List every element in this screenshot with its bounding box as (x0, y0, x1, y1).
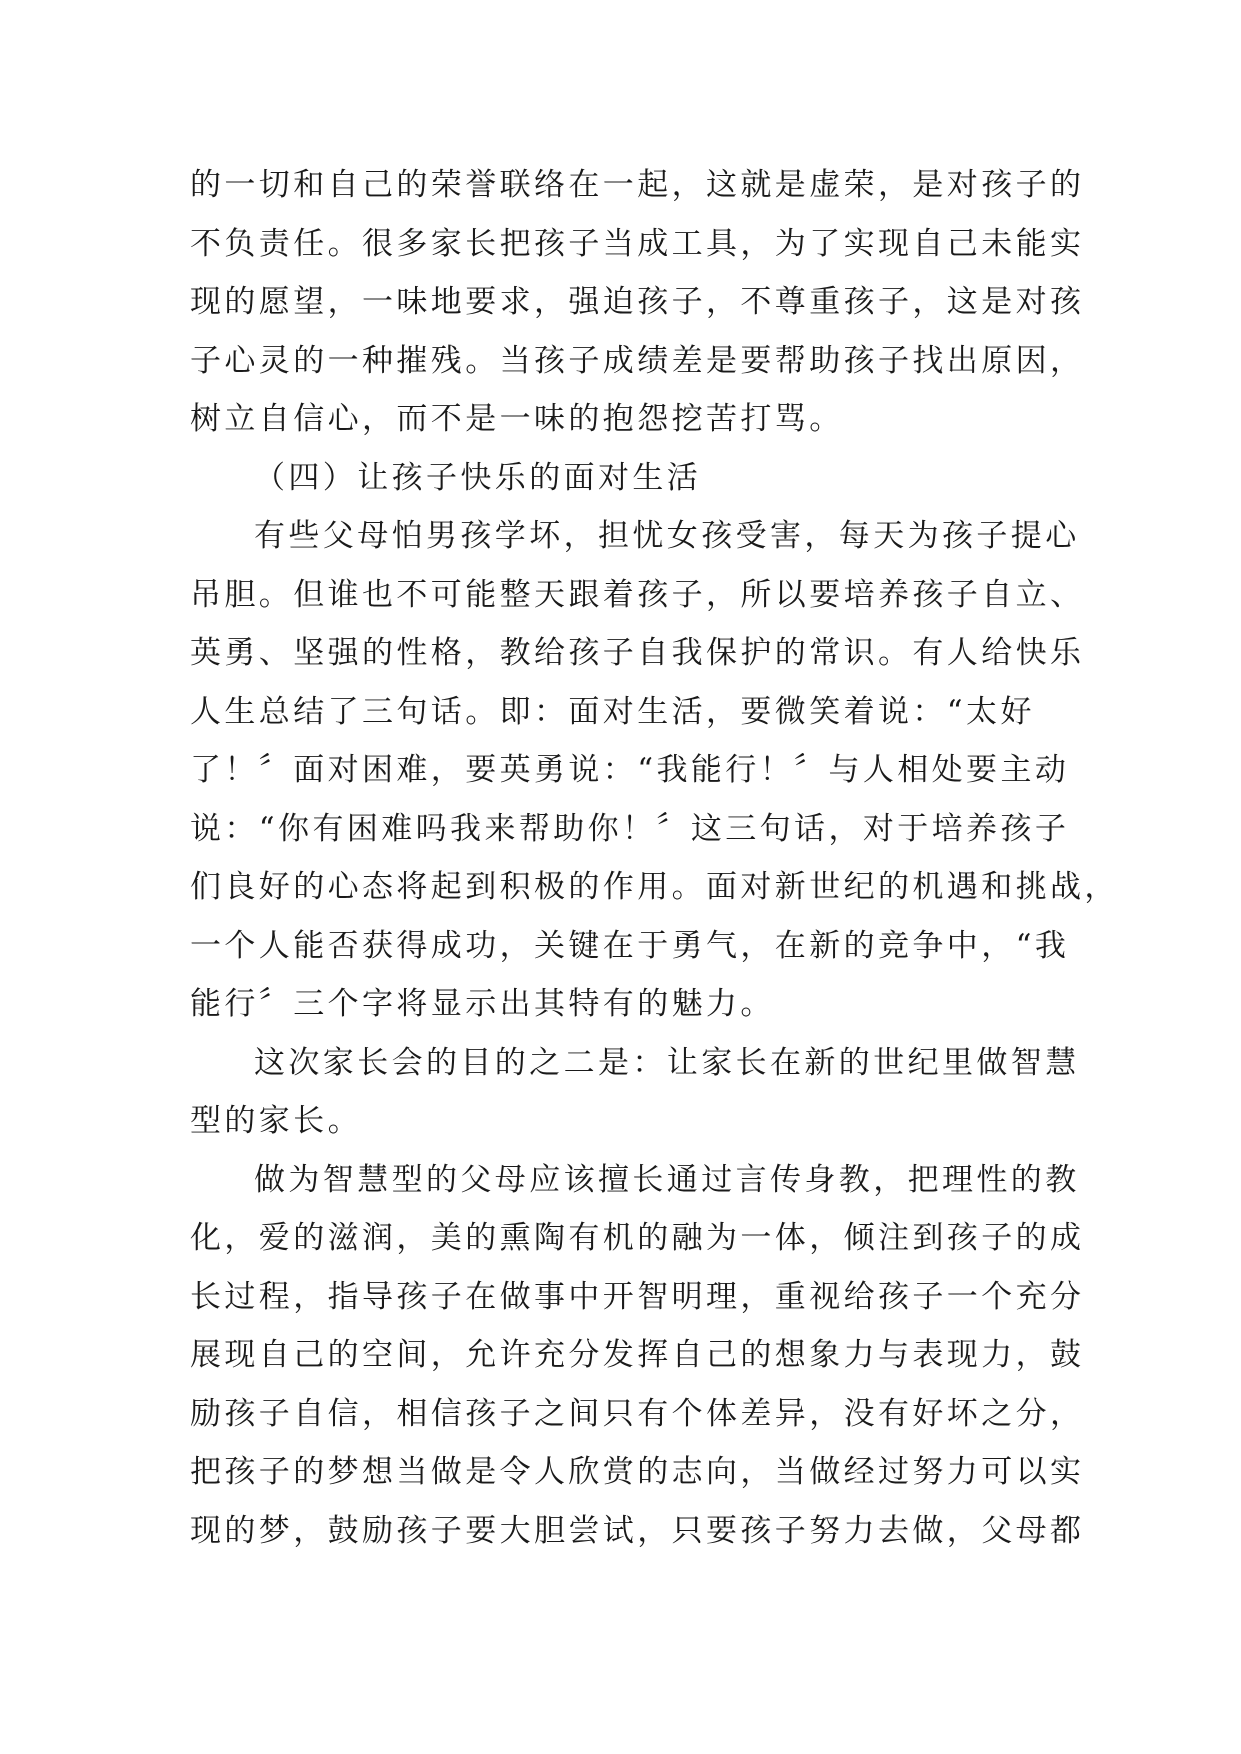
text-line: 说：“你有困难吗我来帮助你！〞这三句话，对于培养孩子 (190, 810, 1070, 847)
paragraph-start-line: 这次家长会的目的之二是：让家长在新的世纪里做智慧 (254, 1044, 1080, 1081)
text-line: 型的家长。 (190, 1103, 362, 1139)
section-heading: （四）让孩子快乐的面对生活 (254, 459, 702, 496)
text-line: 了！〞面对困难，要英勇说：“我能行！〞与人相处要主动 (190, 752, 1070, 788)
text-line: 励孩子自信，相信孩子之间只有个体差异，没有好坏之分， (190, 1395, 1085, 1432)
body-text (190, 156, 1119, 1560)
text-line: 不负责任。很多家长把孩子当成工具，为了实现自己未能实 (190, 225, 1085, 262)
text-line: 展现自己的空间，允许充分发挥自己的想象力与表现力，鼓 (190, 1337, 1085, 1373)
text-line: 吊胆。但谁也不可能整天跟着孩子，所以要培养孩子自立、 (190, 576, 1085, 613)
text-line: 人生总结了三句话。即：面对生活，要微笑着说：“太好 (190, 693, 1035, 730)
text-line: 长过程，指导孩子在做事中开智明理，重视给孩子一个充分 (190, 1278, 1085, 1315)
text-line: 英勇、坚强的性格，教给孩子自我保护的常识。有人给快乐 (190, 635, 1085, 671)
text-line: 子心灵的一种摧残。当孩子成绩差是要帮助孩子找出原因， (190, 342, 1085, 379)
text-line: 树立自信心，而不是一味的抱怨挖苦打骂。 (190, 401, 844, 437)
text-line: 能行〞三个字将显示出其特有的魅力。 (190, 986, 775, 1022)
text-line: 化，爱的滋润，美的熏陶有机的融为一体，倾注到孩子的成 (190, 1220, 1085, 1256)
text-line: 们良好的心态将起到积极的作用。面对新世纪的机遇和挑战， (190, 869, 1119, 905)
paragraph-start-line: 有些父母怕男孩学坏，担忧女孩受害，每天为孩子提心 (254, 518, 1080, 554)
text-line: 的一切和自己的荣誉联络在一起，这就是虚荣，是对孩子的 (190, 167, 1085, 203)
text-line: 一个人能否获得成功，关键在于勇气，在新的竞争中，“我 (190, 927, 1070, 964)
paragraph-start-line: 做为智慧型的父母应该擅长通过言传身教，把理性的教 (254, 1161, 1080, 1198)
text-line: 现的梦，鼓励孩子要大胆尝试，只要孩子努力去做，父母都 (190, 1512, 1085, 1549)
text-line: 现的愿望，一味地要求，强迫孩子，不尊重孩子，这是对孩 (190, 284, 1085, 320)
text-line: 把孩子的梦想当做是令人欣赏的志向，当做经过努力可以实 (190, 1454, 1085, 1490)
